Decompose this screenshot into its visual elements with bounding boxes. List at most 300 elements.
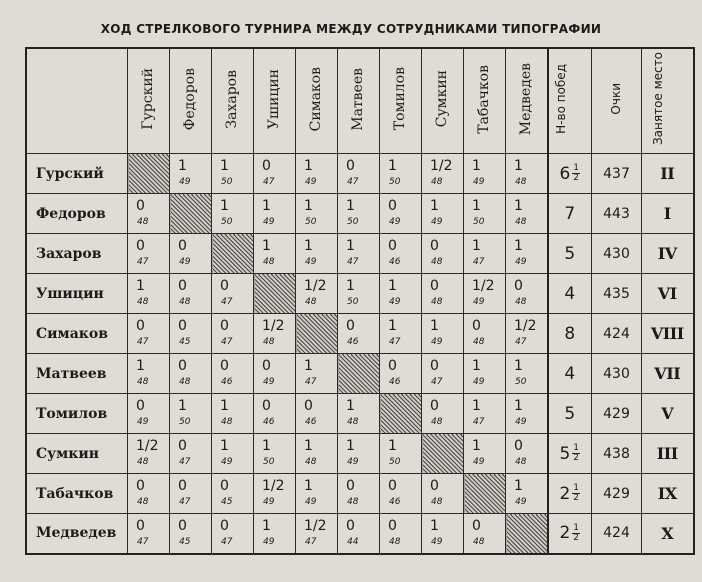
- match-points: 47: [347, 177, 359, 187]
- row-player-name: Матвеев: [26, 354, 128, 394]
- match-points: 46: [305, 417, 317, 427]
- match-result: 1: [262, 438, 271, 454]
- result-cell: [464, 234, 506, 274]
- place-cell: VII: [642, 354, 694, 394]
- match-result: 1: [430, 198, 439, 214]
- match-result: 0: [430, 278, 439, 294]
- wins-whole: 2: [559, 483, 571, 504]
- place-cell: IX: [642, 474, 694, 514]
- match-result: 1/2: [514, 318, 537, 334]
- col-header-player: Табачков: [464, 48, 506, 154]
- match-result: 1: [514, 198, 523, 214]
- match-points: 47: [137, 257, 149, 267]
- match-points: 50: [179, 417, 191, 427]
- match-points: 49: [515, 417, 527, 427]
- corner-cell: [26, 48, 128, 154]
- wins-whole: 5: [564, 243, 576, 264]
- match-points: 48: [473, 337, 485, 347]
- result-cell: [212, 194, 254, 234]
- match-points: 49: [431, 337, 443, 347]
- match-points: 49: [389, 217, 401, 227]
- diagonal-cell: [212, 234, 254, 274]
- wins-whole: 6: [559, 163, 571, 184]
- match-points: 45: [179, 337, 191, 347]
- match-result: 0: [472, 318, 481, 334]
- col-header-player: Томилов: [380, 48, 422, 154]
- result-cell: [422, 194, 464, 234]
- place-cell: X: [642, 514, 694, 554]
- wins-fraction: [572, 444, 580, 463]
- table-row: [26, 354, 694, 394]
- wins-fraction-numerator: 1: [573, 163, 580, 173]
- match-points: 45: [179, 537, 191, 547]
- result-cell: [170, 154, 212, 194]
- match-result: 0: [514, 438, 523, 454]
- match-points: 48: [137, 297, 149, 307]
- match-points: 49: [263, 497, 275, 507]
- match-result: 1: [136, 278, 145, 294]
- match-result: 0: [178, 518, 187, 534]
- result-cell: [422, 474, 464, 514]
- result-cell: [296, 394, 338, 434]
- wins-cell: [548, 354, 592, 394]
- result-cell: [422, 514, 464, 554]
- match-result: 1: [346, 238, 355, 254]
- result-cell: [506, 194, 548, 234]
- match-result: 0: [346, 318, 355, 334]
- match-points: 49: [473, 377, 485, 387]
- points-cell: 430: [592, 354, 642, 394]
- points-cell: 429: [592, 394, 642, 434]
- result-cell: [254, 354, 296, 394]
- match-result: 1: [262, 518, 271, 534]
- points-cell: 424: [592, 514, 642, 554]
- match-result: 1: [262, 198, 271, 214]
- match-result: 0: [304, 398, 313, 414]
- wins-fraction-denominator: 2: [573, 173, 580, 183]
- result-cell: [464, 514, 506, 554]
- points-cell: 430: [592, 234, 642, 274]
- result-cell: [464, 434, 506, 474]
- match-result: 0: [136, 318, 145, 334]
- match-result: 0: [178, 238, 187, 254]
- match-result: 0: [346, 478, 355, 494]
- match-result: 1: [304, 438, 313, 454]
- result-cell: [212, 474, 254, 514]
- col-header-player: Гурский: [128, 48, 170, 154]
- match-points: 46: [389, 377, 401, 387]
- match-result: 1: [430, 318, 439, 334]
- match-points: 50: [221, 217, 233, 227]
- points-cell: 429: [592, 474, 642, 514]
- match-points: 48: [137, 217, 149, 227]
- result-cell: [380, 194, 422, 234]
- match-result: 1: [346, 278, 355, 294]
- match-result: 1: [346, 438, 355, 454]
- match-points: 50: [473, 217, 485, 227]
- match-result: 1: [472, 398, 481, 414]
- result-cell: [422, 234, 464, 274]
- match-points: 48: [431, 497, 443, 507]
- result-cell: [254, 434, 296, 474]
- row-player-name: Захаров: [26, 234, 128, 274]
- result-cell: [422, 354, 464, 394]
- result-cell: [170, 314, 212, 354]
- points-cell: 437: [592, 154, 642, 194]
- match-result: 0: [346, 518, 355, 534]
- match-points: 47: [221, 297, 233, 307]
- wins-fraction-numerator: 1: [573, 483, 580, 493]
- result-cell: [506, 474, 548, 514]
- match-result: 1/2: [430, 158, 453, 174]
- result-cell: [128, 194, 170, 234]
- row-player-name: Томилов: [26, 394, 128, 434]
- match-points: 47: [305, 377, 317, 387]
- wins-whole: 2: [559, 523, 571, 544]
- wins-whole: 8: [564, 323, 576, 344]
- wins-cell: [548, 394, 592, 434]
- match-result: 1: [388, 278, 397, 294]
- match-result: 0: [178, 278, 187, 294]
- result-cell: [128, 354, 170, 394]
- match-points: 49: [389, 297, 401, 307]
- match-points: 49: [473, 297, 485, 307]
- result-cell: [212, 354, 254, 394]
- wins-cell: [548, 234, 592, 274]
- wins-whole: 4: [564, 363, 576, 384]
- match-points: 49: [515, 257, 527, 267]
- match-points: 47: [431, 377, 443, 387]
- match-result: 1/2: [304, 518, 327, 534]
- place-cell: VIII: [642, 314, 694, 354]
- result-cell: [506, 354, 548, 394]
- result-cell: [296, 434, 338, 474]
- match-points: 49: [263, 377, 275, 387]
- match-result: 0: [220, 478, 229, 494]
- match-result: 1: [346, 198, 355, 214]
- result-cell: [128, 474, 170, 514]
- wins-fraction-numerator: 1: [573, 522, 580, 533]
- match-result: 1: [472, 238, 481, 254]
- match-points: 48: [515, 217, 527, 227]
- result-cell: [422, 274, 464, 314]
- match-points: 50: [221, 177, 233, 187]
- match-result: 0: [430, 478, 439, 494]
- match-result: 0: [388, 358, 397, 374]
- match-points: 48: [347, 417, 359, 427]
- row-player-name: Гурский: [26, 154, 128, 194]
- match-result: 0: [178, 358, 187, 374]
- points-cell: 424: [592, 314, 642, 354]
- match-result: 1: [430, 518, 439, 534]
- match-points: 48: [179, 297, 191, 307]
- result-cell: [464, 194, 506, 234]
- result-cell: [254, 394, 296, 434]
- match-result: 0: [136, 518, 145, 534]
- result-cell: [338, 514, 380, 554]
- match-result: 1: [514, 398, 523, 414]
- result-cell: [422, 154, 464, 194]
- result-cell: [254, 514, 296, 554]
- table-row: [26, 274, 694, 314]
- result-cell: [212, 514, 254, 554]
- result-cell: [128, 394, 170, 434]
- row-player-name: Симаков: [26, 314, 128, 354]
- points-cell: 435: [592, 274, 642, 314]
- wins-fraction: [572, 484, 580, 503]
- result-cell: [506, 154, 548, 194]
- match-points: 48: [473, 537, 485, 547]
- match-result: 1: [346, 398, 355, 414]
- diagonal-cell: [422, 434, 464, 474]
- result-cell: [170, 274, 212, 314]
- match-result: 0: [178, 318, 187, 334]
- result-cell: [338, 394, 380, 434]
- diagonal-cell: [506, 514, 548, 554]
- result-cell: [170, 354, 212, 394]
- result-cell: [296, 234, 338, 274]
- row-player-name: Медведев: [26, 514, 128, 554]
- result-cell: [338, 434, 380, 474]
- match-points: 49: [263, 217, 275, 227]
- match-result: 1: [388, 158, 397, 174]
- match-result: 0: [388, 238, 397, 254]
- place-cell: V: [642, 394, 694, 434]
- match-result: 1: [514, 158, 523, 174]
- result-cell: [128, 314, 170, 354]
- result-cell: [212, 154, 254, 194]
- match-result: 1: [220, 438, 229, 454]
- result-cell: [464, 394, 506, 434]
- result-cell: [380, 314, 422, 354]
- result-cell: [212, 314, 254, 354]
- match-points: 47: [389, 337, 401, 347]
- match-points: 48: [431, 297, 443, 307]
- result-cell: [506, 314, 548, 354]
- match-result: 0: [178, 438, 187, 454]
- match-points: 50: [389, 177, 401, 187]
- match-points: 47: [137, 537, 149, 547]
- match-result: 0: [388, 478, 397, 494]
- wins-cell: [548, 514, 592, 554]
- wins-cell: [548, 314, 592, 354]
- match-points: 48: [389, 537, 401, 547]
- match-points: 46: [221, 377, 233, 387]
- result-cell: [254, 154, 296, 194]
- wins-cell: [548, 434, 592, 474]
- wins-fraction-denominator: 2: [573, 493, 580, 503]
- result-cell: [170, 394, 212, 434]
- result-cell: [254, 194, 296, 234]
- table-row: [26, 434, 694, 474]
- match-points: 50: [305, 217, 317, 227]
- match-result: 0: [388, 518, 397, 534]
- match-points: 48: [431, 257, 443, 267]
- wins-fraction-denominator: 2: [573, 453, 580, 463]
- wins-fraction-numerator: 1: [573, 443, 580, 453]
- wins-fraction: [572, 164, 580, 183]
- match-result: 1/2: [262, 478, 285, 494]
- match-result: 1/2: [472, 278, 495, 294]
- match-result: 1: [304, 478, 313, 494]
- row-player-name: Ушицин: [26, 274, 128, 314]
- match-result: 1: [388, 318, 397, 334]
- table-row: [26, 154, 694, 194]
- result-cell: [464, 354, 506, 394]
- match-result: 1: [472, 158, 481, 174]
- wins-cell: [548, 154, 592, 194]
- result-cell: [296, 354, 338, 394]
- match-points: 48: [137, 377, 149, 387]
- match-points: 48: [431, 177, 443, 187]
- match-points: 50: [347, 217, 359, 227]
- result-cell: [380, 234, 422, 274]
- match-result: 1: [178, 398, 187, 414]
- match-result: 1: [220, 158, 229, 174]
- match-result: 0: [472, 518, 481, 534]
- match-result: 0: [220, 358, 229, 374]
- match-points: 47: [347, 257, 359, 267]
- match-points: 47: [515, 337, 527, 347]
- match-points: 46: [389, 257, 401, 267]
- result-cell: [254, 474, 296, 514]
- match-points: 49: [305, 257, 317, 267]
- match-result: 1: [388, 438, 397, 454]
- match-result: 0: [430, 358, 439, 374]
- result-cell: [212, 394, 254, 434]
- result-cell: [338, 474, 380, 514]
- match-result: 1: [262, 238, 271, 254]
- match-result: 0: [262, 358, 271, 374]
- result-cell: [506, 394, 548, 434]
- match-points: 49: [305, 497, 317, 507]
- match-points: 47: [305, 537, 317, 547]
- match-points: 49: [431, 537, 443, 547]
- match-points: 48: [137, 497, 149, 507]
- col-header-player: Ушицин: [254, 48, 296, 154]
- match-points: 46: [263, 417, 275, 427]
- match-points: 48: [347, 497, 359, 507]
- match-result: 1/2: [304, 278, 327, 294]
- result-cell: [170, 474, 212, 514]
- match-points: 47: [179, 497, 191, 507]
- match-result: 1/2: [262, 318, 285, 334]
- match-points: 49: [179, 257, 191, 267]
- match-result: 0: [346, 158, 355, 174]
- match-result: 0: [388, 198, 397, 214]
- match-points: 47: [137, 337, 149, 347]
- wins-whole: 7: [564, 203, 576, 224]
- match-points: 47: [263, 177, 275, 187]
- wins-fraction-denominator: 2: [573, 532, 580, 543]
- match-result: 0: [136, 198, 145, 214]
- match-points: 48: [263, 337, 275, 347]
- result-cell: [380, 154, 422, 194]
- match-result: 1: [220, 198, 229, 214]
- match-result: 0: [514, 278, 523, 294]
- match-points: 50: [515, 377, 527, 387]
- col-header-player: Захаров: [212, 48, 254, 154]
- col-header-place: Занятое место: [642, 48, 694, 154]
- result-cell: [296, 274, 338, 314]
- place-cell: IV: [642, 234, 694, 274]
- result-cell: [170, 234, 212, 274]
- result-cell: [380, 354, 422, 394]
- table-row: [26, 514, 694, 554]
- result-cell: [128, 434, 170, 474]
- row-player-name: Табачков: [26, 474, 128, 514]
- result-cell: [506, 434, 548, 474]
- match-points: 46: [347, 337, 359, 347]
- match-points: 49: [305, 177, 317, 187]
- table-row: [26, 234, 694, 274]
- match-result: 0: [220, 518, 229, 534]
- diagonal-cell: [128, 154, 170, 194]
- match-result: 1: [136, 358, 145, 374]
- match-points: 50: [389, 457, 401, 467]
- match-result: 1: [304, 238, 313, 254]
- match-result: 0: [262, 158, 271, 174]
- match-result: 0: [220, 278, 229, 294]
- col-header-player: Федоров: [170, 48, 212, 154]
- match-points: 47: [221, 537, 233, 547]
- result-cell: [464, 154, 506, 194]
- wins-whole: 5: [564, 403, 576, 424]
- wins-cell: [548, 194, 592, 234]
- diagonal-cell: [380, 394, 422, 434]
- table-row: [26, 314, 694, 354]
- place-cell: I: [642, 194, 694, 234]
- diagonal-cell: [296, 314, 338, 354]
- place-cell: II: [642, 154, 694, 194]
- match-points: 47: [473, 417, 485, 427]
- match-result: 0: [262, 398, 271, 414]
- result-cell: [506, 234, 548, 274]
- tournament-table: [25, 47, 695, 555]
- match-points: 49: [263, 537, 275, 547]
- match-points: 47: [221, 337, 233, 347]
- match-result: 0: [430, 238, 439, 254]
- wins-whole: 5: [559, 443, 571, 464]
- match-result: 0: [136, 398, 145, 414]
- match-points: 49: [431, 217, 443, 227]
- match-result: 1: [514, 358, 523, 374]
- col-header-player: Медведев: [506, 48, 548, 154]
- result-cell: [212, 274, 254, 314]
- points-cell: 443: [592, 194, 642, 234]
- match-points: 49: [347, 457, 359, 467]
- match-points: 47: [473, 257, 485, 267]
- result-cell: [422, 394, 464, 434]
- wins-cell: [548, 274, 592, 314]
- place-cell: III: [642, 434, 694, 474]
- match-result: 0: [220, 318, 229, 334]
- result-cell: [128, 274, 170, 314]
- match-points: 49: [221, 457, 233, 467]
- result-cell: [338, 194, 380, 234]
- wins-whole: 4: [564, 283, 576, 304]
- result-cell: [506, 274, 548, 314]
- match-points: 48: [515, 457, 527, 467]
- match-points: 45: [221, 497, 233, 507]
- wins-fraction: [572, 524, 580, 543]
- match-result: 1: [472, 438, 481, 454]
- match-result: 1: [514, 478, 523, 494]
- result-cell: [170, 514, 212, 554]
- match-points: 48: [305, 297, 317, 307]
- match-points: 49: [473, 177, 485, 187]
- row-player-name: Федоров: [26, 194, 128, 234]
